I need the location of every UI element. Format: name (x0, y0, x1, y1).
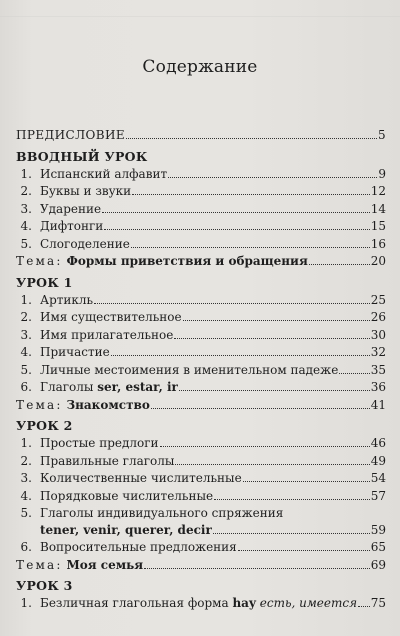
item-number: 3. (20, 201, 32, 216)
toc-entry[interactable] (16, 310, 386, 328)
toc-entry[interactable] (16, 489, 386, 507)
toc-entry[interactable] (16, 436, 386, 454)
item-number: 1. (20, 166, 32, 181)
toc-entry-theme[interactable] (16, 254, 386, 272)
leader-dots (179, 381, 370, 391)
toc-entry[interactable] (16, 167, 386, 185)
leader-dots (151, 399, 370, 409)
leader-dots (238, 541, 370, 551)
item-number: 5. (20, 506, 32, 520)
toc-entry-label: Буквы и звуки (40, 184, 132, 198)
toc-page-number: 57 (370, 488, 386, 503)
toc-entry-label: Дифтонги (40, 219, 104, 233)
item-number: 4. (20, 345, 32, 359)
toc-entry-label: Имя существительное (40, 310, 182, 324)
toc-page-number: 59 (370, 523, 386, 537)
toc-entry[interactable] (16, 471, 386, 489)
leader-dots (175, 455, 369, 465)
section-heading: УРОК 3 (16, 578, 73, 593)
toc-entry[interactable] (16, 454, 386, 472)
toc-page-number: 9 (378, 166, 386, 181)
toc-page-number: 69 (370, 557, 386, 572)
toc-entry[interactable] (16, 202, 386, 220)
leader-dots (131, 238, 370, 248)
leader-dots (214, 490, 370, 500)
toc-page-number: 36 (370, 380, 386, 394)
toc-entry[interactable] (16, 363, 386, 381)
leader-dots (94, 294, 370, 304)
toc-entry[interactable] (16, 293, 386, 311)
item-number: 5. (20, 236, 32, 251)
theme-label: Тема: (16, 254, 63, 268)
toc-entry[interactable] (16, 380, 386, 398)
leader-dots (168, 168, 377, 178)
leader-dots (358, 597, 370, 607)
toc-page-number: 75 (370, 596, 386, 610)
toc-entry-theme[interactable] (16, 398, 386, 416)
toc-page-number: 15 (370, 219, 386, 233)
toc-entry-label: ПРЕДИСЛОВИЕ (16, 128, 125, 142)
toc-entry-label: Количественные числительные (40, 471, 242, 485)
toc-page-number: 26 (370, 310, 386, 324)
leader-dots (160, 437, 370, 447)
toc-entry[interactable] (16, 219, 386, 237)
toc-entry[interactable] (16, 184, 386, 202)
toc-entry-label-bold: hay (232, 596, 256, 610)
item-number: 2. (20, 453, 32, 468)
item-number: 1. (20, 292, 32, 307)
item-number: 4. (20, 488, 32, 503)
item-number: 3. (20, 471, 32, 485)
toc-entry-label: Артикль (40, 292, 94, 307)
item-number: 6. (20, 380, 32, 394)
leader-dots (104, 220, 369, 230)
toc-entry-label: Вопросительные предложения (40, 540, 237, 554)
toc-page-number: 49 (370, 453, 386, 468)
theme-title: Моя семья (66, 557, 144, 572)
item-number: 4. (20, 219, 32, 233)
item-number: 5. (20, 362, 32, 377)
toc-page-number: 65 (370, 540, 386, 554)
toc-entry-label: Личные местоимения в именительном падеже (40, 362, 339, 377)
item-number: 2. (20, 310, 32, 324)
item-number: 2. (20, 184, 32, 198)
toc-page-number: 25 (370, 292, 386, 307)
toc-entry-preface[interactable] (16, 128, 386, 146)
toc-page-number: 14 (370, 201, 386, 216)
bleed-through-header (0, 4, 400, 17)
leader-dots (102, 203, 370, 213)
toc-page-number: 12 (370, 184, 386, 198)
toc-entry-label: Имя прилагательное (40, 327, 174, 342)
toc-entry-label: Глаголы индивидуального спряжения (40, 506, 284, 520)
toc-page-number: 41 (370, 397, 386, 412)
toc-entry[interactable] (16, 328, 386, 346)
toc-entry-label: Причастие (40, 345, 110, 359)
leader-dots (243, 472, 370, 482)
leader-dots (126, 129, 377, 139)
toc-entry-label-italic: есть, имеется (259, 596, 358, 610)
toc-page-number: 20 (370, 254, 386, 268)
toc-page-number: 5 (377, 128, 386, 142)
toc-entry-label: Простые предлоги (40, 436, 159, 450)
leader-dots (144, 559, 370, 569)
table-of-contents (16, 128, 386, 614)
leader-dots (309, 255, 370, 265)
section-heading: ВВОДНЫЙ УРОК (16, 148, 148, 164)
toc-entry-label: Порядковые числительные (40, 488, 214, 503)
toc-page-number: 16 (370, 236, 386, 251)
toc-entry[interactable] (16, 237, 386, 255)
leader-dots (183, 311, 370, 321)
toc-page-number: 32 (370, 345, 386, 359)
section-heading: УРОК 1 (16, 274, 73, 290)
toc-entry-label: Безличная глагольная форма (40, 596, 229, 610)
leader-dots (111, 346, 370, 356)
section-heading: УРОК 2 (16, 418, 73, 433)
theme-title: Знакомство (66, 397, 150, 412)
toc-entry-multiline[interactable] (16, 506, 386, 540)
page-title: Содержание (142, 57, 258, 77)
toc-entry-label-bold: tener, venir, querer, decir (40, 523, 212, 537)
theme-title: Формы приветствия и обращения (66, 254, 308, 268)
item-number: 1. (20, 436, 32, 450)
toc-entry-label: Глаголы (40, 380, 94, 394)
toc-page-number: 46 (370, 436, 386, 450)
toc-entry-label: Ударение (40, 201, 102, 216)
toc-entry[interactable] (16, 596, 386, 614)
toc-entry[interactable] (16, 540, 386, 558)
item-number: 3. (20, 327, 32, 342)
toc-entry-label: Правильные глаголы (40, 453, 175, 468)
toc-page-number: 35 (370, 362, 386, 377)
theme-label: Тема: (16, 397, 63, 412)
toc-entry-label: Испанский алфавит (40, 166, 168, 181)
theme-label: Тема: (16, 557, 63, 572)
toc-entry[interactable] (16, 345, 386, 363)
toc-page-number: 30 (370, 327, 386, 342)
leader-dots (174, 329, 369, 339)
leader-dots (339, 364, 369, 374)
leader-dots (213, 524, 370, 534)
leader-dots (132, 185, 370, 195)
toc-entry-theme[interactable] (16, 558, 386, 576)
item-number: 1. (20, 596, 32, 610)
toc-entry-label-bold: ser, estar, ir (97, 380, 178, 394)
toc-page-number: 54 (370, 471, 386, 485)
item-number: 6. (20, 540, 32, 554)
toc-entry-label: Слогоделение (40, 236, 130, 251)
